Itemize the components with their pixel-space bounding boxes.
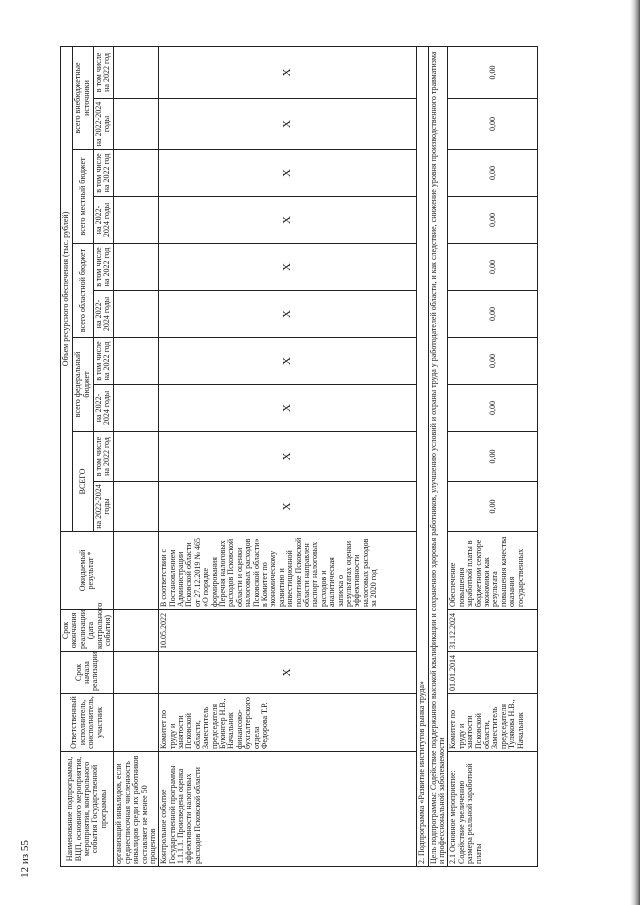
header-row-1 xyxy=(61,46,73,866)
header-sub-period: на 2022-2024 годы xyxy=(93,482,114,532)
header-extra: всего внебюджетные источники xyxy=(72,46,93,149)
cell-name: Контрольное событие Государственной программы 1.1.1.1. Произведена оценка эффективности налоговых расходов Псковской области xyxy=(159,752,417,867)
cell-name: организаций инвалидов, если среднесписочная численность инвалидов среди их работников составляет не менее 50 процентов xyxy=(114,752,159,867)
section-title: 2. Подпрограмма «Развитие институтов рынка труда» xyxy=(417,46,428,866)
cell-mark: X xyxy=(159,291,417,338)
goal-row xyxy=(428,46,448,866)
cell-mark: X xyxy=(159,99,417,150)
cell-value: 0,00 xyxy=(448,482,538,532)
header-funding: Объем ресурсного обеспечения (тыс. рублей) xyxy=(61,46,73,531)
header-federal: всего федеральный бюджет xyxy=(72,338,93,432)
cell-result: В соответствии с Постановлением Администрации Псковской области от 27.12.2019 № 465 «О порядке формирования Перечня налоговых расходов Псковской области и оценки налоговых расходов Псковской области» в Комитет по экономическому развитию и инвестиционной политике Псковской области направлен паспорт налоговых расходов и аналитическая записка о результатах оценки эффективности налоговых расходов за 2020 год xyxy=(159,532,417,610)
cell-value: 0,00 xyxy=(448,338,538,385)
cell-start: 01.01.2014 xyxy=(448,652,538,694)
header-sub-period: на 2022-2024 годы xyxy=(93,385,114,432)
cell-mark: X xyxy=(159,197,417,244)
page-number-text: 12 из 55 xyxy=(19,840,31,878)
header-sub-2022: в том числе на 2022 год xyxy=(93,244,114,291)
cell-responsible xyxy=(448,694,538,752)
header-end: Срок окончания реализации (дата контрольного события) xyxy=(61,610,114,652)
cell-mark: X xyxy=(159,46,417,98)
cell-responsible-text: Комитет по труду и занятости Псковской области, Заместитель председателя Тулякова Н.В., Начальник xyxy=(448,699,525,749)
funding-table xyxy=(60,46,538,867)
cell-mark: X xyxy=(159,432,417,482)
cell-value: 0,00 xyxy=(448,385,538,432)
header-local: всего местный бюджет xyxy=(72,150,93,244)
header-sub-2022: в том числе на 2022 год xyxy=(93,432,114,482)
cell-value: 0,00 xyxy=(448,46,538,98)
scan-edge xyxy=(630,0,640,905)
header-regional: всего областной бюджет xyxy=(72,244,93,338)
cell-mark: X xyxy=(159,150,417,197)
cell-end: 31.12.2024 xyxy=(448,610,538,652)
cell-value: 0,00 xyxy=(448,291,538,338)
cell-start: X xyxy=(159,652,417,694)
header-total: ВСЕГО xyxy=(72,432,93,532)
goal-text: Цель подпрограммы: Содействие поддержанию высокой квалификации и сохранению здоровья работников, улучшению условий и охраны труда у работодателей области, и как следствие, снижение уровня производственного травматизма и профессиональной заболеваемости xyxy=(428,46,448,866)
header-name: Наименование подпрограммы, ВЦП, основного мероприятия, мероприятия, контрольного события Государственной программы xyxy=(61,752,114,867)
header-result: Ожидаемый результат * xyxy=(61,532,114,610)
header-sub-period: на 2022-2024 годы xyxy=(93,99,114,150)
table-row-2-1 xyxy=(448,46,538,866)
cell-value: 0,00 xyxy=(448,99,538,150)
cell-responsible: Комитет по труду и занятости Псковской области, Заместитель председателя Букингер Н.В., Начальник финансово-бухгалтерского отдела Федорова Т.Р. xyxy=(159,694,417,752)
page-number xyxy=(10,829,40,889)
cell-result-text: Обеспечение повышения заработной платы в бюджетном секторе экономики как результата повышения качества оказания государственных xyxy=(448,536,525,607)
cell-mark: X xyxy=(159,385,417,432)
header-sub-2022: в том числе на 2022 год xyxy=(93,46,114,98)
header-sub-2022: в том числе на 2022 год xyxy=(93,150,114,197)
cell-end: 10.05.2022 xyxy=(159,610,417,652)
table-row-control-event xyxy=(159,46,417,866)
header-sub-period: на 2022-2024 годы xyxy=(93,291,114,338)
cell-value: 0,00 xyxy=(448,150,538,197)
header-start: Срок начала реализации xyxy=(61,652,114,694)
cell-name: 2.1 Основное мероприятие: Содействие увеличению размера реальной заработной платы xyxy=(448,752,538,867)
section-row xyxy=(417,46,428,866)
cell-mark: X xyxy=(159,244,417,291)
cell-value: 0,00 xyxy=(448,244,538,291)
cell-value: 0,00 xyxy=(448,432,538,482)
header-responsible: Ответственный исполнитель, соисполнитель, участник xyxy=(61,694,114,752)
rotated-page xyxy=(60,47,620,867)
header-sub-period: на 2022-2024 годы xyxy=(93,197,114,244)
cell-value: 0,00 xyxy=(448,197,538,244)
table-row-continuation xyxy=(114,46,159,866)
cell-mark: X xyxy=(159,482,417,532)
header-sub-2022: в том числе на 2022 год xyxy=(93,338,114,385)
cell-result xyxy=(448,532,538,610)
cell-mark: X xyxy=(159,338,417,385)
